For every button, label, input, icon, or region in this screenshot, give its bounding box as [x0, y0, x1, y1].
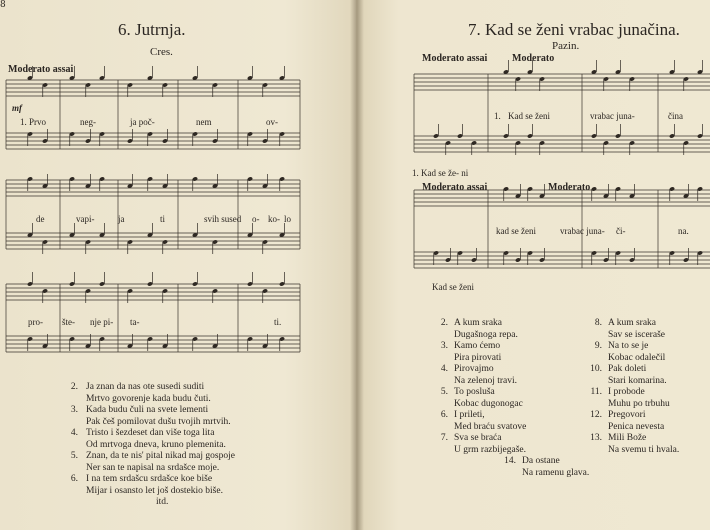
lyric: neg- [80, 117, 96, 127]
lyric: vrabac juna- [590, 111, 635, 121]
dynamic-marking: mf [12, 103, 22, 113]
note-stem [85, 242, 86, 254]
note-stem [683, 79, 684, 91]
verse: 8. A kum sraka Sav se isceraše [594, 318, 665, 340]
note-stem [262, 242, 263, 254]
tempo-right-2: Moderato [512, 53, 555, 64]
note-stem [508, 60, 509, 72]
note-stem [544, 184, 545, 196]
note-stem [603, 143, 604, 155]
note-stem [27, 179, 28, 191]
lyric: ja poč- [130, 117, 155, 127]
note-stem [69, 339, 70, 351]
note-stem [674, 60, 675, 72]
place-left: Cres. [150, 46, 173, 58]
note-stem [532, 124, 533, 136]
note-stem [252, 223, 253, 235]
lyric: čina [668, 111, 683, 121]
note-stem [527, 253, 528, 265]
note-stem [90, 174, 91, 186]
note-stem [247, 339, 248, 351]
note-stem [132, 174, 133, 186]
lyric: nje pi- [90, 317, 114, 327]
note-stem [615, 253, 616, 265]
note-stem [515, 79, 516, 91]
lyric: ov- [266, 117, 278, 127]
lyric: ti [160, 214, 166, 224]
note-stem [99, 339, 100, 351]
lyric: de [36, 214, 45, 224]
page-number: 8 [0, 0, 6, 10]
verse: 2. Ja znan da nas ote susedi suditi Mrtvo govorenje kada budu čuti. [70, 382, 211, 404]
note-stem [192, 179, 193, 191]
lyric: ko- [268, 214, 280, 224]
note-stem [702, 124, 703, 136]
note-stem [591, 253, 592, 265]
lyric: vapi- [76, 214, 95, 224]
note-stem [212, 291, 213, 303]
note-stem [147, 179, 148, 191]
note-stem [462, 124, 463, 136]
verse: 5. Znan, da te nis' pital nikad maj gospоje Ner san te napisal na srdašce moje. [70, 451, 235, 473]
note-stem [539, 79, 540, 91]
note-stem [32, 272, 33, 284]
note-stem [162, 85, 163, 97]
song-title-left: 6. Jutrnja. [118, 20, 186, 39]
note-stem [629, 79, 630, 91]
note-stem [99, 134, 100, 146]
verse: 2. A kum sraka Dugašnoga repa. [440, 318, 518, 340]
note-stem [688, 184, 689, 196]
note-stem [688, 248, 689, 260]
note-stem [47, 129, 48, 141]
note-stem [608, 184, 609, 196]
note-stem [267, 334, 268, 346]
note-stem [74, 66, 75, 78]
note-stem [520, 184, 521, 196]
song-title-right: 7. Kad se ženi vrabac junačina. [468, 20, 680, 39]
note-stem [152, 272, 153, 284]
note-stem [438, 124, 439, 136]
note-stem [683, 143, 684, 155]
note-stem [596, 60, 597, 72]
note-stem [591, 189, 592, 201]
note-stem [279, 179, 280, 191]
note-stem [47, 334, 48, 346]
note-stem [127, 85, 128, 97]
note-stem [212, 242, 213, 254]
verse: 4. Pirovajmo Na zelenoj travi. [440, 364, 518, 386]
note-stem [147, 339, 148, 351]
note-stem [132, 129, 133, 141]
right-page [356, 0, 710, 530]
lyric: kad se ženi [496, 226, 536, 236]
note-stem [212, 85, 213, 97]
note-stem [669, 253, 670, 265]
note-stem [42, 242, 43, 254]
note-stem [284, 223, 285, 235]
note-stem [152, 223, 153, 235]
lyric: či- [616, 226, 626, 236]
note-stem [520, 248, 521, 260]
lyric: ja [118, 214, 125, 224]
note-stem [279, 339, 280, 351]
verse: 3. Kamo ćemo Pira pirovati [440, 341, 502, 363]
note-stem [74, 223, 75, 235]
note-stem [152, 66, 153, 78]
note-stem [503, 189, 504, 201]
note-stem [702, 60, 703, 72]
note-stem [262, 85, 263, 97]
note-stem [42, 291, 43, 303]
note-stem [47, 174, 48, 186]
note-stem [674, 124, 675, 136]
verse: 12. Pregovori Penica nevesta [590, 410, 665, 432]
note-stem [262, 291, 263, 303]
lyric: nem [196, 117, 212, 127]
lyric: 1. [494, 111, 501, 121]
itd-label: itd. [156, 497, 169, 507]
note-stem [252, 272, 253, 284]
note-stem [27, 134, 28, 146]
note-stem [515, 143, 516, 155]
note-stem [508, 124, 509, 136]
note-stem [217, 174, 218, 186]
note-stem [247, 179, 248, 191]
note-stem [167, 334, 168, 346]
lyric: pro- [28, 317, 43, 327]
note-stem [217, 334, 218, 346]
note-stem [147, 134, 148, 146]
note-stem [433, 253, 434, 265]
note-stem [162, 291, 163, 303]
note-stem [192, 134, 193, 146]
note-stem [85, 85, 86, 97]
note-stem [27, 339, 28, 351]
note-stem [197, 66, 198, 78]
note-stem [669, 189, 670, 201]
lyric-lower: 1. Kad se že- ni [412, 168, 469, 178]
verse: 9. Na to se je Kobac odalečil [594, 341, 666, 363]
tempo-left: Moderato assai [8, 64, 74, 75]
lyric: 1. Prvo [20, 117, 47, 127]
note-stem [162, 242, 163, 254]
note-stem [445, 143, 446, 155]
place-right: Pazin. [552, 40, 580, 52]
verse: 13. Mili Bože Na svemu ti hvala. [590, 433, 680, 455]
note-stem [69, 179, 70, 191]
note-stem [620, 124, 621, 136]
note-stem [104, 272, 105, 284]
verses-right-col2 [590, 318, 680, 456]
lyric: na. [678, 226, 689, 236]
lyric: svih sused [204, 214, 242, 224]
verse: 10. Pak doleti Stari komarina. [590, 364, 667, 386]
verses-left [70, 382, 235, 509]
note-stem [127, 242, 128, 254]
note-stem [603, 79, 604, 91]
note-stem [167, 129, 168, 141]
lyric: šte- [62, 317, 75, 327]
note-stem [544, 248, 545, 260]
lyric: o- [252, 214, 260, 224]
book-gutter [350, 0, 364, 530]
verse: 14. Da ostane Na ramenu glava. [504, 456, 590, 478]
note-stem [476, 248, 477, 260]
verse: 6. I na tem srdašcu srdašce koe biše Mijar i osansto let još dostekio biše. [70, 474, 223, 496]
verse: 6. I prileti, Med braću svatove [440, 410, 527, 432]
note-stem [197, 272, 198, 284]
note-stem [192, 339, 193, 351]
note-stem [247, 134, 248, 146]
note-stem [74, 272, 75, 284]
verse: 7. Sva se braća U grm razbijegaše. [440, 433, 527, 455]
note-stem [450, 248, 451, 260]
verses-right-col1 [442, 318, 589, 479]
note-stem [104, 66, 105, 78]
note-stem [284, 272, 285, 284]
note-stem [167, 174, 168, 186]
note-stem [267, 129, 268, 141]
note-stem [132, 334, 133, 346]
lyric: lo [284, 214, 292, 224]
note-stem [42, 85, 43, 97]
verse: 5. To posluša Kobac dugonogac [440, 387, 523, 409]
tempo-right-3: Moderato assai [422, 182, 488, 193]
note-stem [69, 134, 70, 146]
verse: 11. I probode Muhu po trbuhu [590, 387, 670, 409]
note-stem [99, 179, 100, 191]
note-stem [539, 143, 540, 155]
tempo-right-1: Moderato assai [422, 53, 488, 64]
lyric-lower: Kad se ženi [432, 282, 474, 292]
note-stem [85, 291, 86, 303]
note-stem [608, 248, 609, 260]
note-stem [596, 124, 597, 136]
note-stem [471, 143, 472, 155]
note-stem [279, 134, 280, 146]
note-stem [634, 248, 635, 260]
note-stem [217, 129, 218, 141]
verse: 4. Tristo i šezdeset dan više toga lita Od mrtvoga dneva, kruno plemenita. [70, 428, 226, 450]
note-stem [503, 253, 504, 265]
note-stem [615, 189, 616, 201]
note-stem [629, 143, 630, 155]
note-stem [90, 129, 91, 141]
lyric: ti. [274, 317, 282, 327]
note-stem [284, 66, 285, 78]
note-stem [267, 174, 268, 186]
note-stem [127, 291, 128, 303]
note-stem [252, 66, 253, 78]
lyric: ta- [130, 317, 140, 327]
note-stem [527, 189, 528, 201]
note-stem [697, 189, 698, 201]
note-stem [634, 184, 635, 196]
note-stem [32, 223, 33, 235]
note-stem [620, 60, 621, 72]
note-stem [697, 253, 698, 265]
note-stem [90, 334, 91, 346]
note-stem [197, 223, 198, 235]
lyric: vrabac juna- [560, 226, 605, 236]
tempo-right-4: Moderato [548, 182, 591, 193]
lyric: Kad se ženi [508, 111, 550, 121]
note-stem [104, 223, 105, 235]
note-stem [457, 253, 458, 265]
verse: 3. Kada budu čuli na svete lementi Pak češ pomilovat dušu tvojih mrtvih. [70, 405, 231, 427]
